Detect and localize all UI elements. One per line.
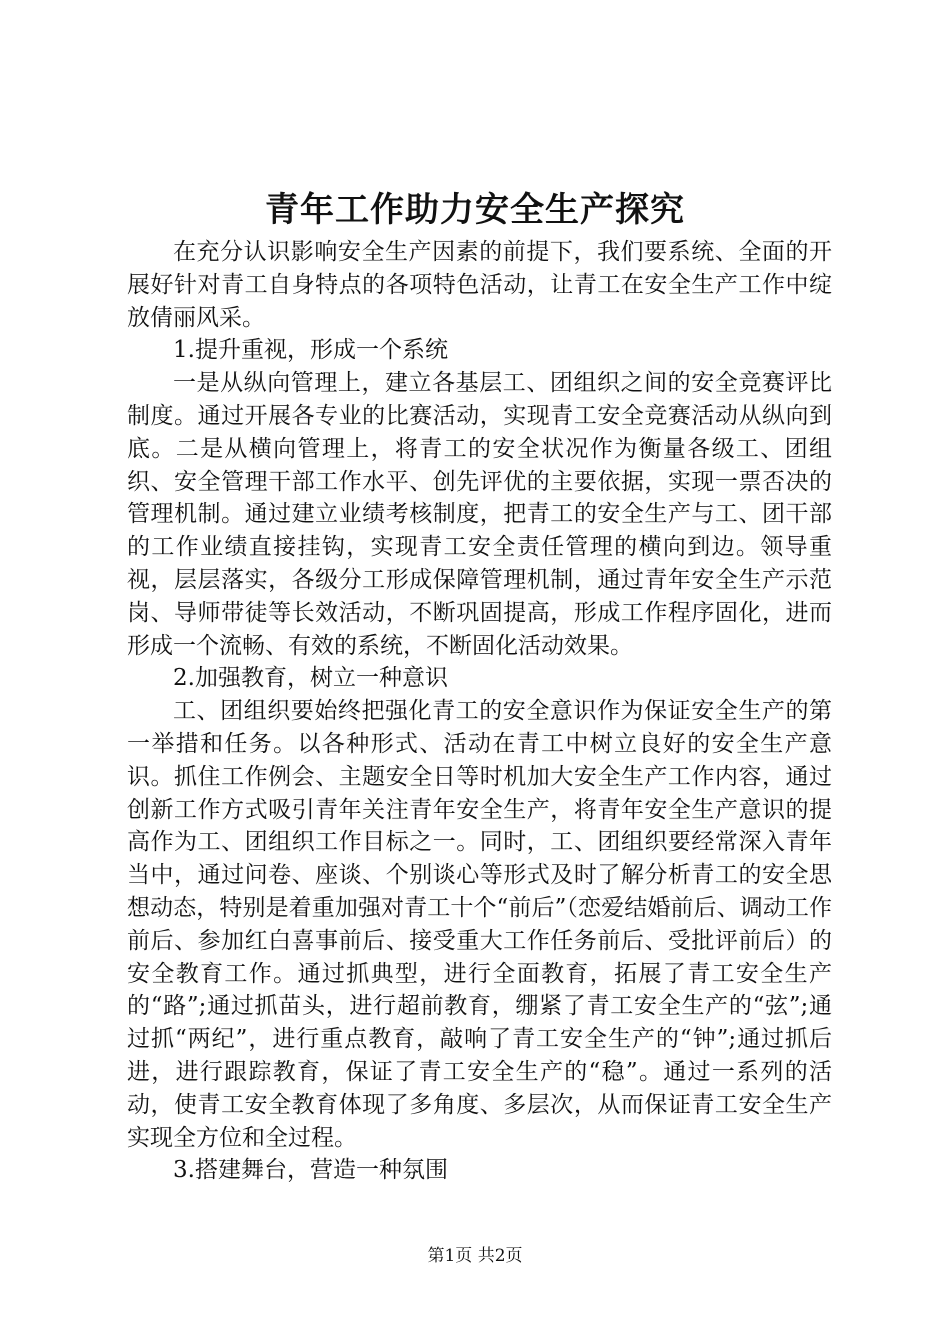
- section-heading-3: 3.搭建舞台，营造一种氛围: [173, 1157, 448, 1184]
- section-2-paragraph: 工、团组织要始终把强化青工的安全意识作为保证安全生产的第一举措和任务。以各种形式、活动在青工中树立良好的安全生产意识。抓住工作例会、主题安全日等时机加大安全生产工作内容，通过创新工作方式吸引青年关注青年安全生产，将青年安全生产意识的提高作为工、团组织工作目标之一。同时，工、团组织要经常深入青年当中，通过问卷、座谈、个别谈心等形式及时了解分析青工的安全思想动态，特别是着重加强对青工十个“前后”（恋爱结婚前后、调动工作前后、参加红白喜事前后、接受重大工作任务前后、受批评前后）的安全教育工作。通过抓典型，进行全面教育，拓展了青工安全生产的“路”;通过抓苗头，进行超前教育，绷紧了青工安全生产的“弦”;通过抓“两纪”，进行重点教育，敲响了青工安全生产的“钟”;通过抓后进，进行跟踪教育，保证了青工安全生产的“稳”。通过一系列的活动，使青工安全教育体现了多角度、多层次，从而保证青工安全生产实现全方位和全过程。: [127, 698, 832, 1151]
- document-body: [127, 236, 832, 1187]
- intro-paragraph: 在充分认识影响安全生产因素的前提下，我们要系统、全面的开展好针对青工自身特点的各项特色活动，让青工在安全生产工作中绽放倩丽风采。: [127, 239, 832, 331]
- page-number-footer: 第1页 共2页: [427, 1246, 523, 1266]
- section-1-paragraph: 一是从纵向管理上，建立各基层工、团组织之间的安全竞赛评比制度。通过开展各专业的比赛活动，实现青工安全竞赛活动从纵向到底。二是从横向管理上，将青工的安全状况作为衡量各级工、团组织、安全管理干部工作水平、创先评优的主要依据，实现一票否决的管理机制。通过建立业绩考核制度，把青工的安全生产与工、团干部的工作业绩直接挂钩，实现青工安全责任管理的横向到边。领导重视，层层落实，各级分工形成保障管理机制，通过青年安全生产示范岗、导师带徒等长效活动，不断巩固提高，形成工作程序固化，进而形成一个流畅、有效的系统，不断固化活动效果。: [127, 370, 832, 659]
- section-heading-1: 1.提升重视，形成一个系统: [173, 337, 448, 364]
- document-title: 青年工作助力安全生产探究: [265, 190, 685, 230]
- section-heading-2: 2.加强教育，树立一种意识: [173, 665, 448, 692]
